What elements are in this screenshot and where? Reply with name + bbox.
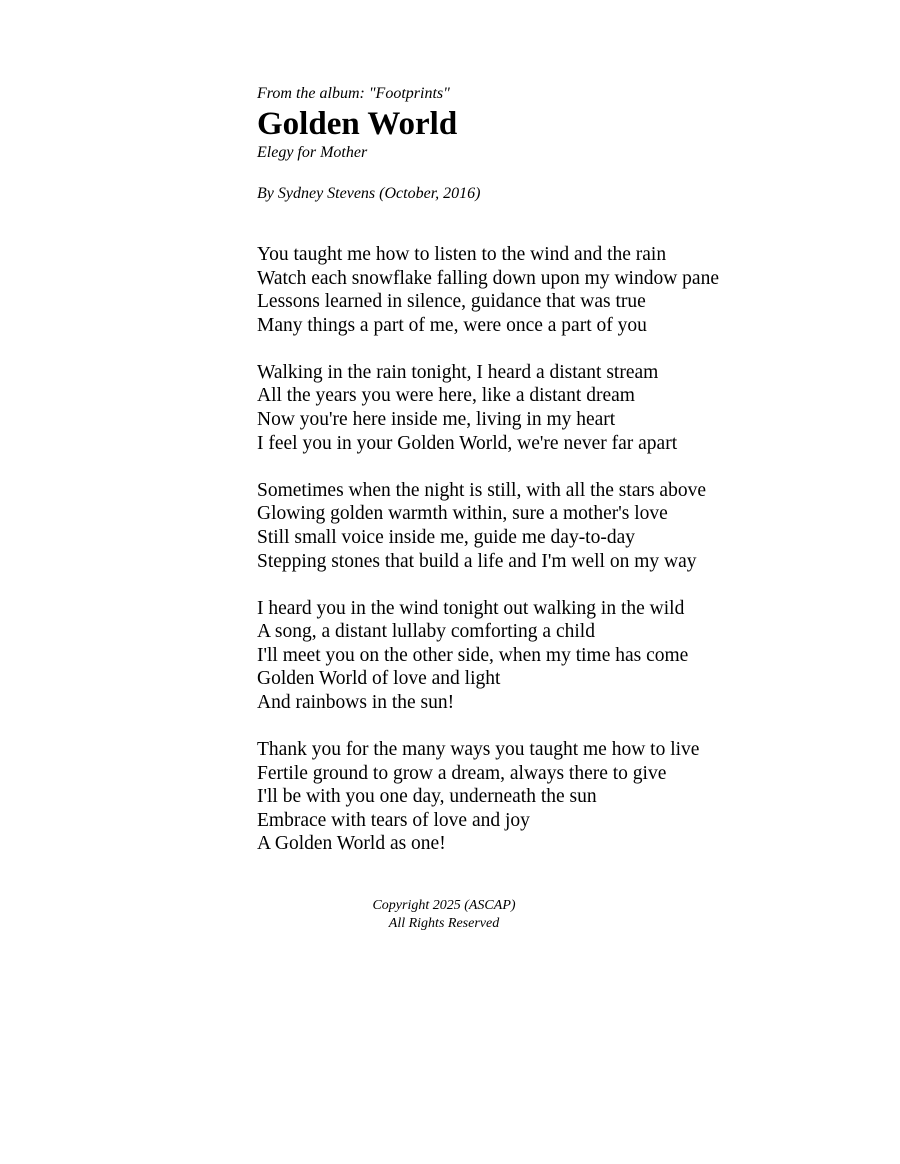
song-header <box>257 84 857 204</box>
lyric-line: I feel you in your Golden World, we're never far apart <box>257 432 678 454</box>
lyric-line: Many things a part of me, were once a part of you <box>257 314 647 336</box>
lyric-line: Walking in the rain tonight, I heard a distant stream <box>257 361 659 383</box>
lyric-line: You taught me how to listen to the wind and the rain <box>257 244 667 265</box>
lyric-line: I'll meet you on the other side, when my time has come <box>257 644 689 666</box>
lyric-line: Embrace with tears of love and joy <box>257 809 530 831</box>
lyric-line: Still small voice inside me, guide me day-to-day <box>257 526 636 548</box>
lyric-line: Sometimes when the night is still, with all the stars above <box>257 479 706 501</box>
lyric-line: A Golden World as one! <box>257 833 446 855</box>
lyric-line: All the years you were here, like a distant dream <box>257 385 635 407</box>
lyric-line: Now you're here inside me, living in my heart <box>257 409 616 431</box>
author-byline: By Sydney Stevens (October, 2016) <box>257 185 481 202</box>
lyric-line: I heard you in the wind tonight out walking in the wild <box>257 597 685 619</box>
song-subtitle: Elegy for Mother <box>257 144 368 161</box>
album-label: From the album: "Footprints" <box>257 85 450 102</box>
stanza-3 <box>257 479 877 573</box>
copyright-line: Copyright 2025 (ASCAP) <box>372 898 516 913</box>
stanza-1 <box>257 243 877 337</box>
lyric-line: Golden World of love and light <box>257 668 501 690</box>
lyric-line: Glowing golden warmth within, sure a mother's love <box>257 503 668 525</box>
copyright-notice <box>300 897 588 932</box>
lyric-line: A song, a distant lullaby comforting a child <box>257 621 595 643</box>
lyrics-body <box>257 243 877 880</box>
lyric-line: Thank you for the many ways you taught me how to live <box>257 739 700 761</box>
lyric-line: I'll be with you one day, underneath the sun <box>257 786 597 808</box>
lyric-line: And rainbows in the sun! <box>257 692 455 713</box>
lyric-line: Stepping stones that build a life and I'm well on my way <box>257 550 697 572</box>
stanza-4 <box>257 597 877 715</box>
stanza-2 <box>257 361 877 455</box>
lyric-line: Lessons learned in silence, guidance that was true <box>257 291 646 313</box>
lyric-line: Fertile ground to grow a dream, always there to give <box>257 762 667 784</box>
lyric-line: Watch each snowflake falling down upon my window pane <box>257 267 719 289</box>
song-title: Golden World <box>257 106 458 142</box>
rights-line: All Rights Reserved <box>388 915 500 931</box>
stanza-5 <box>257 738 877 856</box>
